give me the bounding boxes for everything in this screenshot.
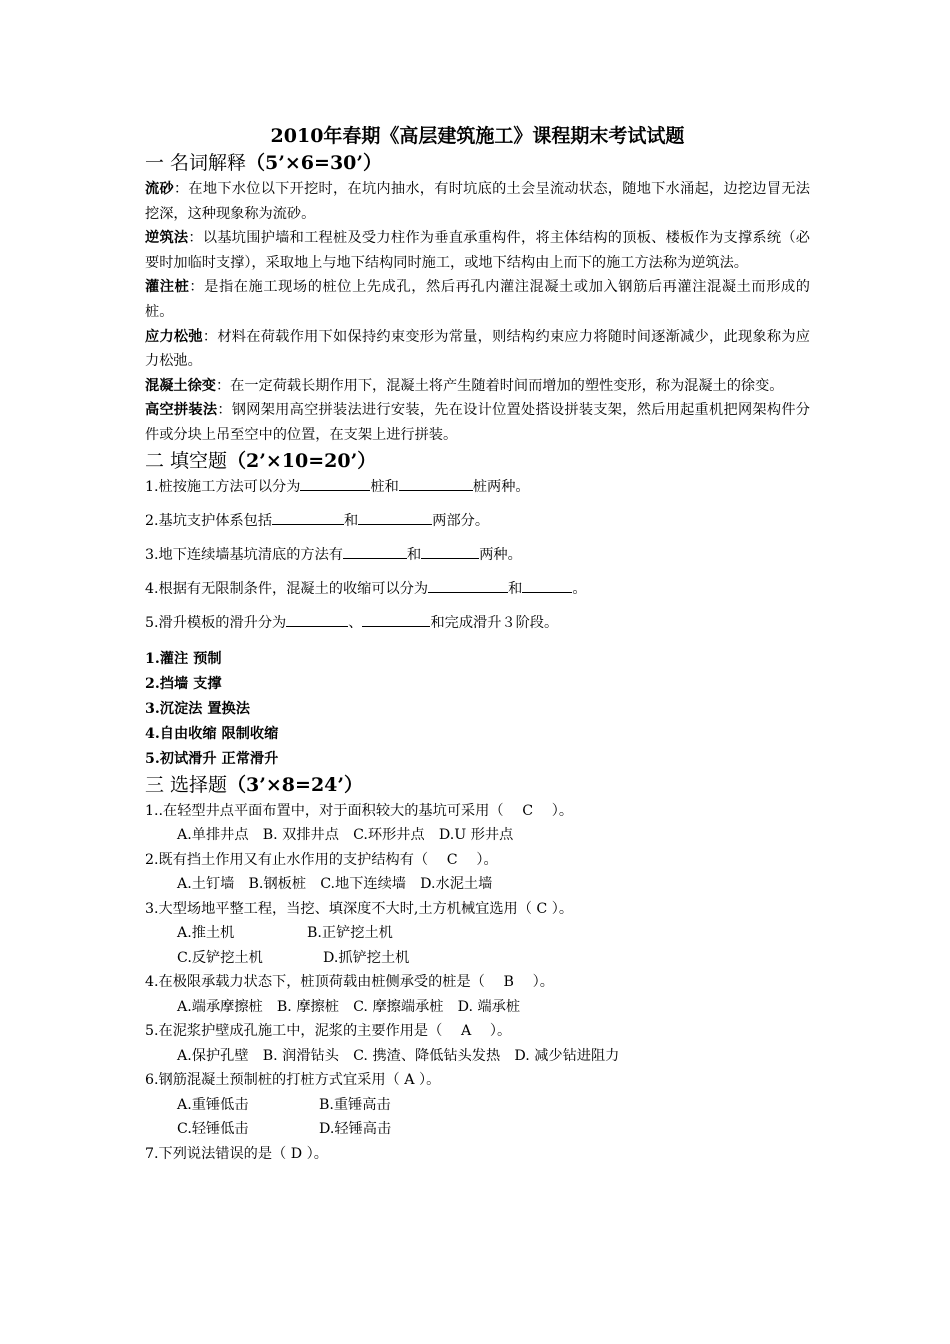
choice-question: 4.在极限承载力状态下，桩顶荷载由桩侧承受的桩是（ B ）。	[145, 974, 554, 991]
option: C.反铲挖土机	[177, 949, 263, 966]
section-3-score: （3’×8=24’）	[227, 773, 363, 796]
document-title: 2010年春期《高层建筑施工》课程期末考试试题	[270, 125, 685, 147]
choice-question: 7.下列说法错误的是（ D ）。	[145, 1145, 328, 1162]
choice-options: A.土钉墙 B.钢板桩 C.地下连续墙 D.水泥土墙	[177, 876, 493, 893]
choice-options	[145, 946, 810, 971]
question-text: 、	[348, 614, 363, 631]
question-text: 和	[406, 546, 422, 563]
term-name: 逆筑法	[145, 230, 189, 247]
section-3-heading	[145, 772, 810, 799]
option: C.轻锤低击	[177, 1121, 249, 1138]
exam-page	[145, 122, 810, 1166]
term-definition	[145, 398, 810, 447]
question-text: 5.滑升模板的滑升分为	[145, 614, 287, 631]
option: A.推土机	[177, 925, 235, 942]
answer-item: 2.挡墙 支撑	[145, 675, 222, 692]
term-name: 混凝土徐变	[145, 377, 216, 394]
term-text: ：在一定荷载长期作用下，混凝土将产生随着时间而增加的塑性变形，称为混凝土的徐变。	[215, 377, 784, 394]
question-text: 和	[344, 512, 359, 529]
option: A.重锤低击	[177, 1096, 249, 1113]
question-text: 4.根据有无限制条件，混凝土的收缩可以分为	[145, 580, 429, 597]
fill-question	[145, 577, 810, 601]
answer-blank[interactable]	[399, 476, 473, 491]
answer-blank[interactable]	[272, 510, 344, 525]
option: B.正铲挖土机	[307, 925, 393, 942]
question-text: 两部分。	[432, 512, 490, 529]
term-text: ：是指在施工现场的桩位上先成孔，然后再孔内灌注混凝土或加入钢筋后再灌注混凝土而形成的桩。	[145, 279, 810, 320]
answer-blank[interactable]	[343, 544, 407, 559]
term-name: 应力松弛	[145, 328, 203, 345]
fill-question	[145, 611, 810, 635]
answer-blank[interactable]	[286, 612, 348, 627]
section-1-score: （5’×6=30’）	[246, 152, 382, 174]
section-2-heading	[145, 448, 810, 475]
answer-blank[interactable]	[421, 544, 479, 559]
option: D.轻锤高击	[319, 1121, 392, 1138]
answer-blank[interactable]	[358, 510, 432, 525]
term-definition	[145, 226, 810, 275]
term-name: 高空拼装法	[145, 402, 218, 419]
choice-options: A.单排井点 B. 双排井点 C.环形井点 D.U 形井点	[177, 827, 514, 844]
section-2-score: （2’×10=20’）	[227, 449, 377, 472]
answer-blank[interactable]	[522, 578, 572, 593]
answer-item: 4.自由收缩 限制收缩	[145, 725, 279, 742]
choice-question: 2.既有挡土作用又有止水作用的支护结构有（ C ）。	[145, 851, 498, 868]
question-text: 1.桩按施工方法可以分为	[145, 478, 301, 495]
question-text: 2.基坑支护体系包括	[145, 512, 273, 529]
section-1-title: 一 名词解释	[145, 152, 247, 174]
term-definition	[145, 325, 810, 374]
question-text: 。	[572, 580, 587, 597]
choice-options	[145, 1093, 810, 1118]
answer-key	[145, 647, 810, 772]
question-text: 和	[508, 580, 523, 597]
section-3-title: 三 选择题	[145, 773, 228, 796]
term-text: ：钢网架用高空拼装法进行安装，先在设计位置处搭设拼装支架，然后用起重机把网架构件分件或分块上吊至空中的位置，在支架上进行拼装。	[145, 402, 810, 443]
answer-item: 3.沉淀法 置换法	[145, 700, 250, 717]
choice-options: A.保护孔壁 B. 润滑钻头 C. 携渣、降低钻头发热 D. 减少钻进阻力	[177, 1047, 620, 1064]
question-text: 和完成滑升３阶段。	[430, 614, 559, 631]
question-text: 桩两种。	[472, 478, 530, 495]
fill-question	[145, 475, 810, 499]
term-text: ：材料在荷载作用下如保持约束变形为常量，则结构约束应力将随时间逐渐减少，此现象称为应力松弛。	[145, 328, 810, 370]
option: D.抓铲挖土机	[323, 949, 410, 966]
answer-blank[interactable]	[300, 476, 370, 491]
term-name: 灌注桩	[145, 279, 190, 296]
term-definition	[145, 275, 810, 324]
choice-options: A.端承摩擦桩 B. 摩擦桩 C. 摩擦端承桩 D. 端承桩	[177, 998, 521, 1015]
fill-question	[145, 543, 810, 567]
option: B.重锤高击	[319, 1096, 391, 1113]
choice-options	[145, 1117, 810, 1142]
question-text: 3.地下连续墙基坑清底的方法有	[145, 546, 343, 563]
choice-options	[145, 921, 810, 946]
question-text: 桩和	[370, 478, 399, 495]
answer-blank[interactable]	[362, 612, 430, 627]
answer-item: 5.初试滑升 正常滑升	[145, 750, 279, 767]
answer-blank[interactable]	[428, 578, 508, 593]
choice-question: 1..在轻型井点平面布置中，对于面积较大的基坑可采用（ C ）。	[145, 802, 574, 819]
term-text: ：在地下水位以下开挖时，在坑内抽水，有时坑底的土会呈流动状态，随地下水涌起，边挖边冒无法挖深，这种现象称为流砂。	[145, 181, 810, 222]
term-name: 流砂	[145, 181, 174, 197]
term-text: ：以基坑围护墙和工程桩及受力柱作为垂直承重构件，将主体结构的顶板、楼板作为支撑系统（必要时加临时支撑），采取地上与地下结构同时施工，或地下结构由上而下的施工方法称为逆筑法。	[145, 230, 810, 271]
section-2-title: 二 填空题	[145, 449, 228, 472]
term-definition	[145, 177, 810, 226]
choice-question: 5.在泥浆护壁成孔施工中，泥浆的主要作用是（ A ）。	[145, 1023, 512, 1040]
term-definition	[145, 374, 810, 399]
question-text: 两种。	[479, 546, 522, 563]
choice-question: 3.大型场地平整工程，当挖、填深度不大时,土方机械宜选用（ C ）。	[145, 900, 574, 917]
choice-question: 6.钢筋混凝土预制桩的打桩方式宜采用（ A ）。	[145, 1072, 441, 1089]
fill-question	[145, 509, 810, 533]
answer-item: 1.灌注 预制	[145, 650, 222, 667]
section-1-heading	[145, 150, 810, 177]
